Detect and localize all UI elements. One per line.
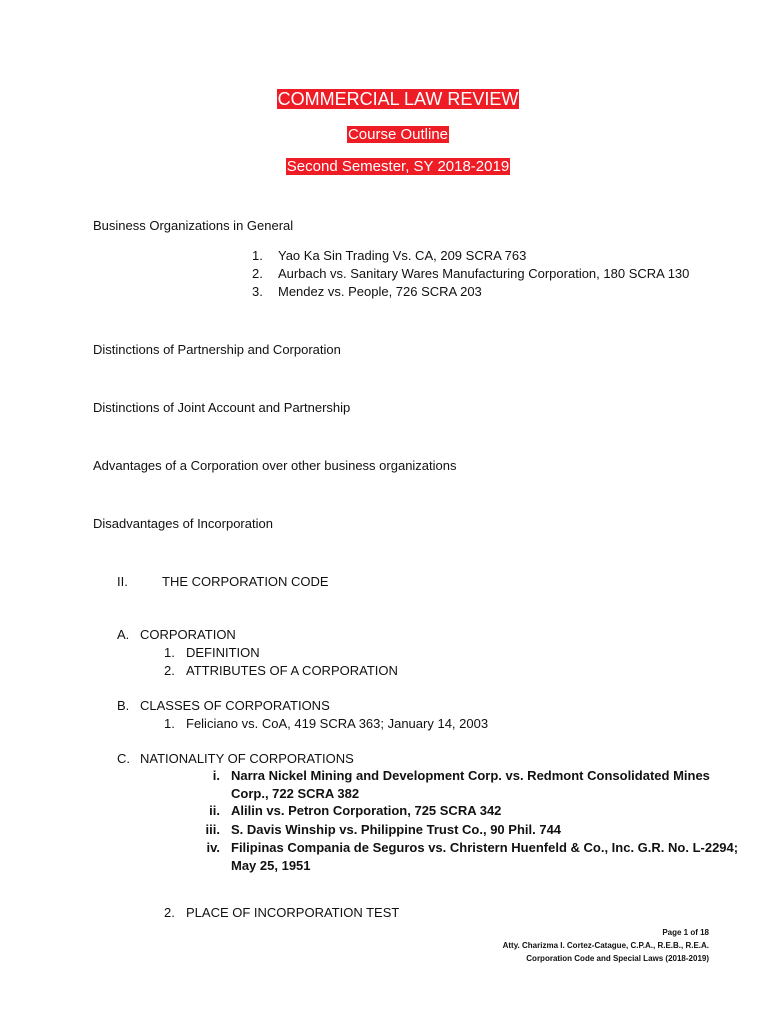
list-number: 1. bbox=[164, 716, 175, 731]
list-item: PLACE OF INCORPORATION TEST bbox=[186, 905, 400, 920]
list-item: DEFINITION bbox=[186, 645, 260, 660]
section-letter: C. bbox=[117, 751, 130, 766]
case-number: 3. bbox=[252, 284, 263, 299]
case-number: 1. bbox=[252, 248, 263, 263]
case-number: 2. bbox=[252, 266, 263, 281]
roman-numeral: iv. bbox=[206, 840, 220, 855]
section-title-classes: CLASSES OF CORPORATIONS bbox=[140, 698, 330, 713]
case-item: Aurbach vs. Sanitary Wares Manufacturing Corporation, 180 SCRA 130 bbox=[278, 266, 690, 281]
section-title-nationality: NATIONALITY OF CORPORATIONS bbox=[140, 751, 354, 766]
roman-numeral: iii. bbox=[205, 822, 220, 837]
page-number: Page 1 of 18 bbox=[662, 928, 709, 937]
part-number: II. bbox=[117, 574, 128, 589]
document-subtitle-text: Course Outline bbox=[347, 126, 449, 143]
document-title-text: COMMERCIAL LAW REVIEW bbox=[277, 89, 519, 109]
case-item: Filipinas Compania de Seguros vs. Christern Huenfeld & Co., Inc. G.R. No. L-2294; bbox=[231, 840, 739, 855]
case-item-continued: May 25, 1951 bbox=[231, 858, 311, 873]
section-letter: B. bbox=[117, 698, 130, 713]
case-item: Alilin vs. Petron Corporation, 725 SCRA 342 bbox=[231, 803, 502, 818]
topic-heading: Distinctions of Partnership and Corporation bbox=[93, 342, 341, 357]
case-item: Yao Ka Sin Trading Vs. CA, 209 SCRA 763 bbox=[278, 248, 527, 263]
case-item: Narra Nickel Mining and Development Corp. vs. Redmont Consolidated Mines bbox=[231, 768, 710, 783]
case-item: Mendez vs. People, 726 SCRA 203 bbox=[278, 284, 482, 299]
list-number: 2. bbox=[164, 663, 175, 678]
topic-heading: Distinctions of Joint Account and Partnership bbox=[93, 400, 351, 415]
document-title bbox=[0, 88, 768, 110]
section-title-corporation: CORPORATION bbox=[140, 627, 236, 642]
topic-heading: Advantages of a Corporation over other business organizations bbox=[93, 458, 457, 473]
case-item-continued: Corp., 722 SCRA 382 bbox=[231, 786, 360, 801]
list-number: 1. bbox=[164, 645, 175, 660]
list-item: ATTRIBUTES OF A CORPORATION bbox=[186, 663, 398, 678]
case-item: S. Davis Winship vs. Philippine Trust Co., 90 Phil. 744 bbox=[231, 822, 562, 837]
section-letter: A. bbox=[117, 627, 130, 642]
footer-course: Corporation Code and Special Laws (2018-2019) bbox=[526, 954, 709, 963]
part-title: THE CORPORATION CODE bbox=[162, 574, 329, 589]
topic-heading: Disadvantages of Incorporation bbox=[93, 516, 273, 531]
roman-numeral: i. bbox=[212, 768, 220, 783]
semester-line bbox=[0, 157, 768, 177]
list-number: 2. bbox=[164, 905, 175, 920]
document-subtitle bbox=[0, 125, 768, 145]
section-heading-business: Business Organizations in General bbox=[93, 218, 294, 233]
semester-text: Second Semester, SY 2018-2019 bbox=[286, 158, 510, 175]
roman-numeral: ii. bbox=[209, 803, 220, 818]
list-item: Feliciano vs. CoA, 419 SCRA 363; January 14, 2003 bbox=[186, 716, 489, 731]
footer-author: Atty. Charizma I. Cortez-Catague, C.P.A., R.E.B., R.E.A. bbox=[502, 941, 709, 950]
